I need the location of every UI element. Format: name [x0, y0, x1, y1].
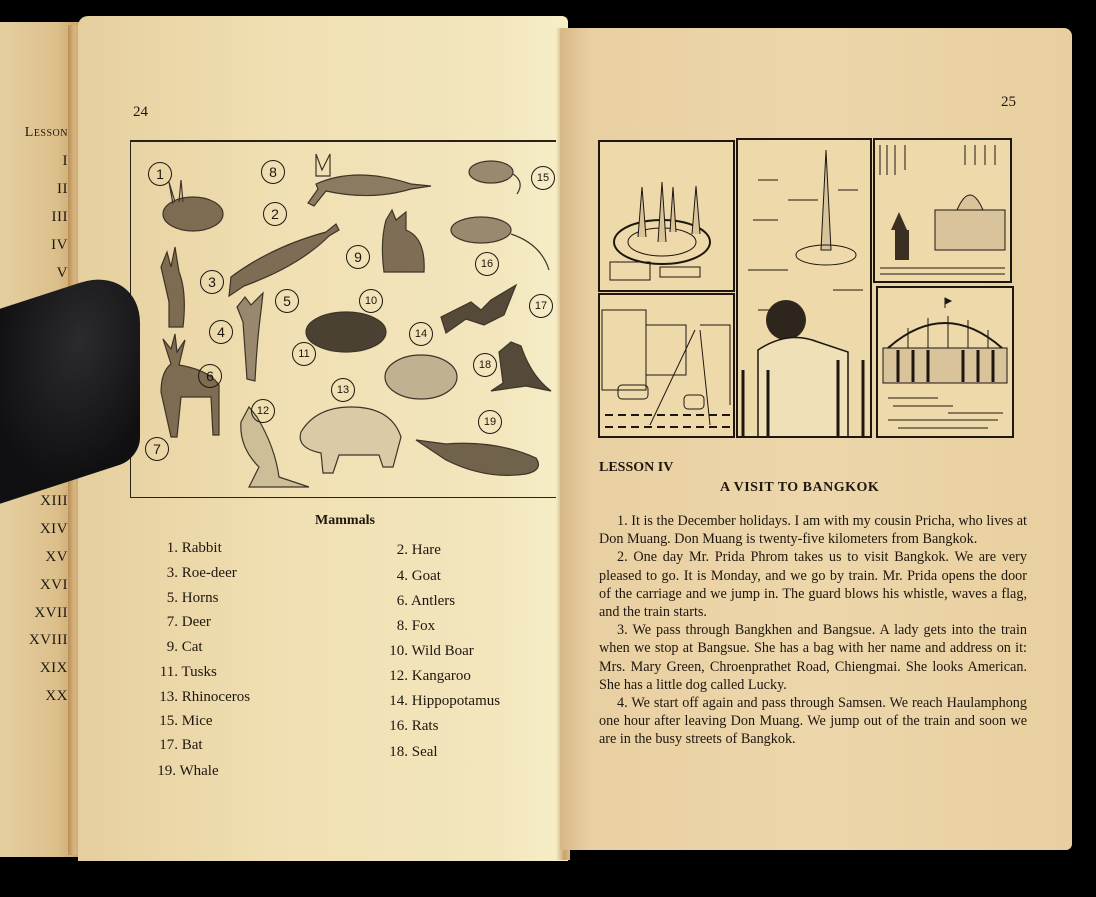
railway-station-drawing [878, 288, 1012, 436]
panel-city-street [598, 293, 735, 438]
mammal-list-item: 19. Whale [157, 763, 219, 779]
callout-4: 4 [209, 320, 233, 344]
callout-11: 11 [292, 342, 316, 366]
mammal-list-item: 7. Deer [166, 614, 211, 630]
paragraph-2: 2. One day Mr. Prida Phrom takes us to visit Bangkok. We are very pleased to go. It is Monday, and we go by train. Mr. Prida opens the door of the carriage and we jump in. The guard blows his whistle, waves a flag, and the train starts. [599, 549, 1027, 621]
paragraph-3: 3. We pass through Bangkhen and Bangsue. A lady gets into the train when we stop at Bangsue. She has a bag with her name and address on it: Mrs. Mary Green, Chroenprathet Road, Chiengmai. She looks American. She has a little dog called Lucky. [599, 622, 1027, 693]
mammal-list-item: 17. Bat [159, 737, 203, 753]
toc-item: XIX [39, 660, 68, 676]
throne-hall-drawing [875, 140, 1010, 281]
mammals-illustration [130, 140, 560, 498]
lesson-title: A VISIT TO BANGKOK [720, 480, 880, 495]
mammal-list-item: 12. Kangaroo [389, 668, 471, 684]
callout-16: 16 [475, 252, 499, 276]
callout-8: 8 [261, 160, 285, 184]
mammal-list-item: 3. Roe-deer [166, 565, 237, 581]
mammal-list-item: 13. Rhinoceros [159, 689, 251, 705]
toc-item: XIV [39, 521, 68, 537]
paragraph-1: 1. It is the December holidays. I am with my cousin Pricha, who lives at Don Muang. Don Muang is twenty-five kilometers from Bangkok. [599, 513, 1027, 548]
lesson-body [599, 512, 1027, 749]
callout-13: 13 [331, 378, 355, 402]
callout-5: 5 [275, 289, 299, 313]
mammal-list-item: 15. Mice [159, 713, 213, 729]
mammal-list-item: 1. Rabbit [166, 540, 222, 556]
callout-7: 7 [145, 437, 169, 461]
callout-15: 15 [531, 166, 555, 190]
toc-item: IV [51, 237, 68, 253]
mammal-list-item: 4. Goat [396, 568, 441, 584]
callout-12: 12 [251, 399, 275, 423]
mammal-list-item: 16. Rats [389, 718, 439, 734]
toc-item: XVI [39, 577, 68, 593]
toc-item: XVII [34, 605, 68, 621]
mammal-list-item: 6. Antlers [396, 593, 456, 609]
callout-2: 2 [263, 202, 287, 226]
toc-heading: Lesson [24, 125, 68, 140]
callout-1: 1 [148, 162, 172, 186]
monument-drawing [600, 142, 733, 290]
panel-railway-station [876, 286, 1014, 438]
figure-caption-title: Mammals [315, 513, 375, 528]
mammal-list-item: 8. Fox [396, 618, 436, 634]
mammal-list-item: 14. Hippopotamus [389, 693, 501, 709]
bangkok-illustration-panels [598, 138, 1014, 438]
callout-17: 17 [529, 294, 553, 318]
paragraph-4: 4. We start off again and pass through Samsen. We reach Haulamphong one hour after leaving Don Muang. We jump out of the train and soon we are in the busy streets of Bangkok. [599, 695, 1027, 748]
panel-aerial-avenue [736, 138, 872, 438]
toc-item: III [51, 209, 68, 225]
callout-3: 3 [200, 270, 224, 294]
toc-item: XX [45, 688, 68, 704]
toc-item: V [56, 265, 68, 281]
toc-item: XVIII [28, 632, 68, 648]
panel-throne-hall [873, 138, 1012, 283]
toc-item: XIII [40, 493, 68, 509]
panel-monument-circle [598, 140, 735, 292]
page-number-right: 25 [1001, 94, 1016, 110]
toc-item: XV [45, 549, 68, 565]
toc-item: II [57, 181, 68, 197]
callout-14: 14 [409, 322, 433, 346]
mammal-list-item: 5. Horns [166, 590, 219, 606]
aerial-view-drawing [738, 140, 870, 436]
street-traffic-drawing [600, 295, 733, 436]
callout-19: 19 [478, 410, 502, 434]
mammal-list-item: 18. Seal [389, 744, 438, 760]
callout-6: 6 [198, 364, 222, 388]
mammal-list-item: 11. Tusks [159, 664, 217, 680]
mammal-list-item: 10. Wild Boar [389, 643, 474, 659]
lesson-number: LESSON IV [599, 460, 674, 475]
callout-18: 18 [473, 353, 497, 377]
toc-item: I [62, 153, 68, 169]
page-number-left: 24 [133, 104, 148, 120]
callout-9: 9 [346, 245, 370, 269]
mammal-list-item: 9. Cat [166, 639, 203, 655]
mammal-list-item: 2. Hare [396, 542, 441, 558]
animal-drawings [131, 142, 559, 497]
callout-10: 10 [359, 289, 383, 313]
